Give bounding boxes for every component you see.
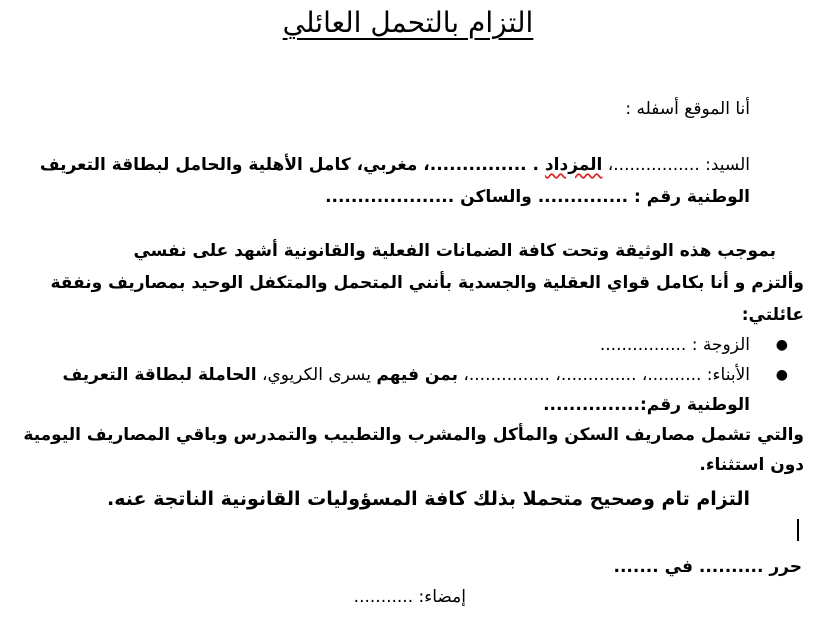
signature-line: إمضاء: ........... (353, 587, 466, 607)
signed-at-line: حرر .......... في ....... (613, 557, 802, 577)
bullet-dot-icon: ● (775, 367, 788, 383)
children-list: الأبناء: ..........، ..............، ...............، (457, 365, 750, 385)
name-field: السيد: ................، (602, 155, 750, 175)
birth-label: المزداد (544, 155, 603, 175)
intro-line: أنا الموقع أسفله : (625, 99, 750, 119)
identity-details: . ...............، مغربي، كامل الأهلية والحامل لبطاقة التعريف (39, 155, 545, 175)
text-cursor (797, 519, 799, 541)
paragraph-1-line-1: بموجب هذه الوثيقة وتحت كافة الضمانات الفعلية والقانونية أشهد على نفسي (133, 241, 776, 261)
bullet-children (62, 364, 750, 386)
bullet-children-line-2: الوطنية رقم:............... (543, 395, 750, 415)
paragraph-2-line-2: دون استثناء. (699, 455, 804, 475)
document-title (0, 4, 816, 42)
child-name: يسرى الكريوي، (256, 365, 377, 385)
including-label: بمن فيهم (376, 365, 458, 385)
id-card-label: الحاملة لبطاقة التعريف (62, 365, 257, 385)
title-text: التزام بالتحمل العائلي (282, 6, 534, 39)
paragraph-1-line-2: وألتزم و أنا بكامل قواي العقلية والجسدية بأنني المتحمل والمتكفل الوحيد بمصاريف ونفقة (50, 273, 804, 293)
bullet-wife: الزوجة : ................ (599, 335, 750, 355)
paragraph-1-line-3: عائلتي: (741, 305, 804, 325)
bullet-dot-icon: ● (775, 337, 788, 353)
paragraph-2-line-1: والتي تشمل مصاريف السكن والمأكل والمشرب والتطبيب والتمدرس وباقي المصاريف اليومية (23, 425, 804, 445)
identity-line-1 (40, 154, 750, 176)
commitment-line: التزام تام وصحيح متحملا بذلك كافة المسؤوليات القانونية الناتجة عنه. (107, 488, 750, 510)
identity-line-2: الوطنية رقم : .............. والساكن .................... (325, 187, 750, 207)
